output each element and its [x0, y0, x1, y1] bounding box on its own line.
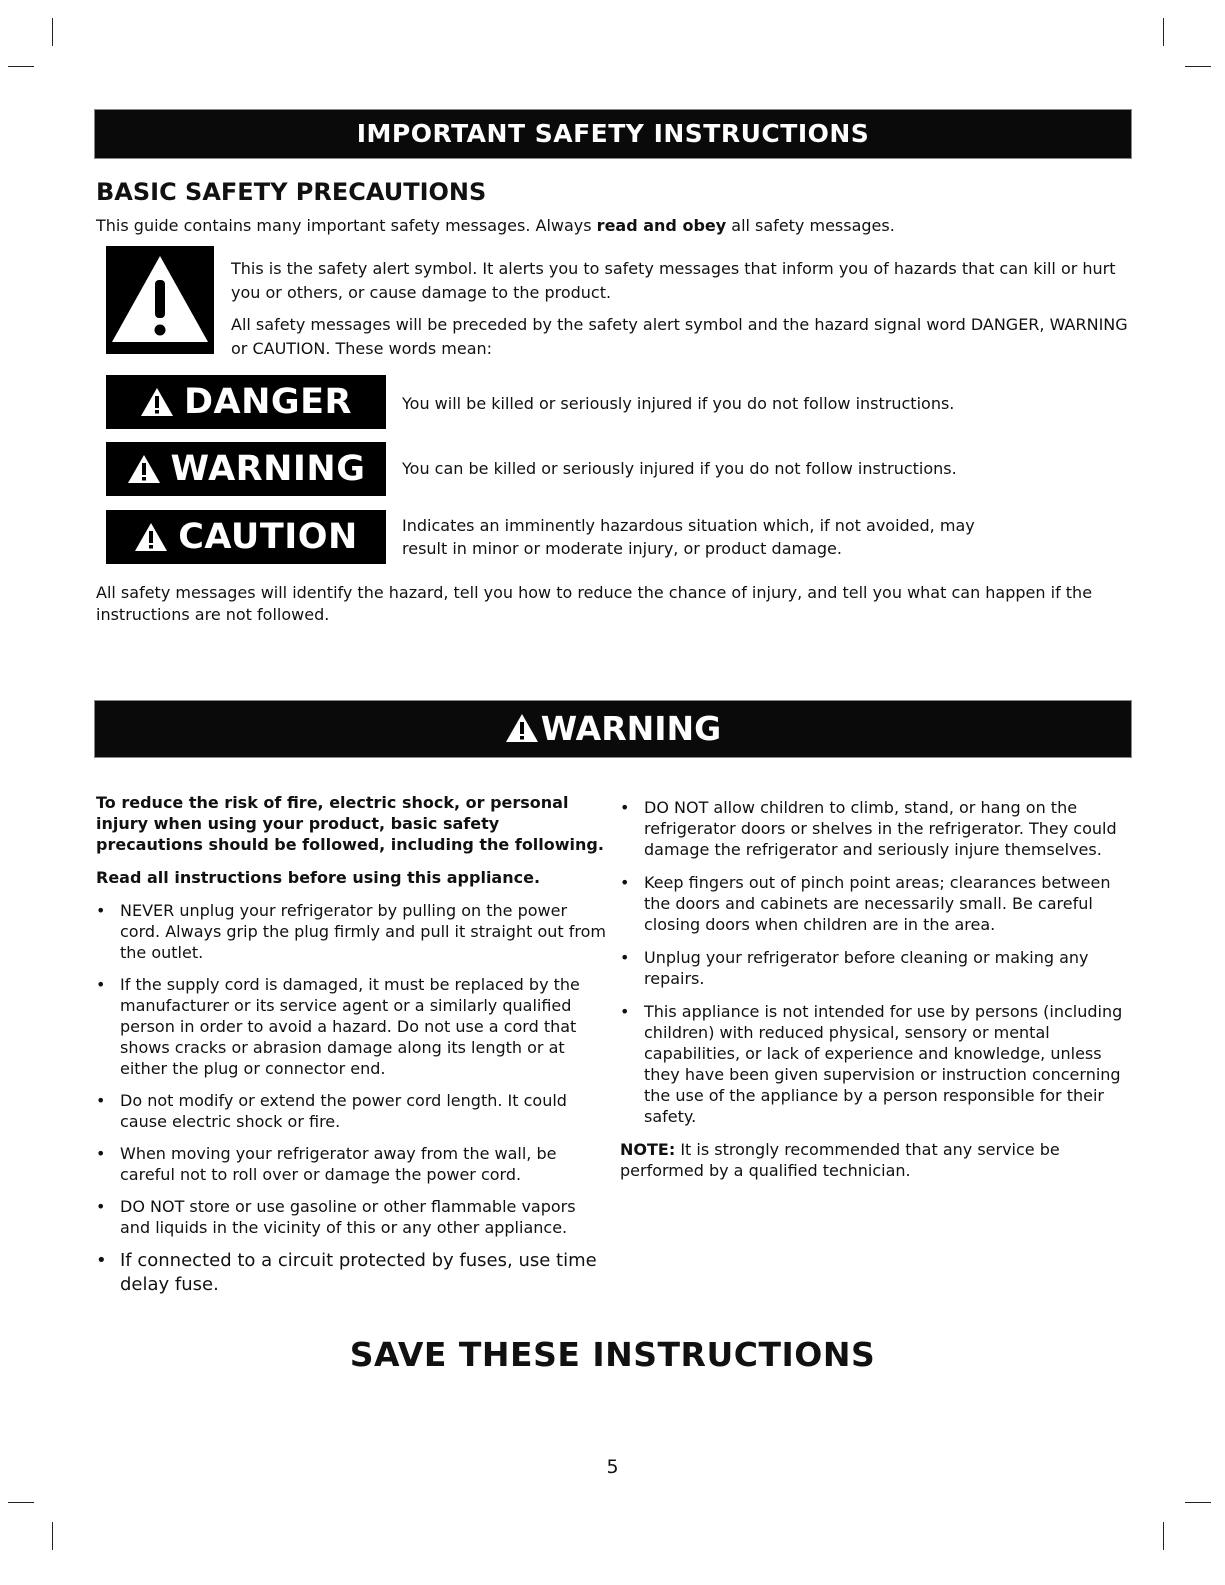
intro-text-bold: read and obey: [596, 216, 727, 235]
header-title: IMPORTANT SAFETY INSTRUCTIONS: [356, 119, 870, 148]
warning-right-column: [620, 797, 1140, 1181]
warning-left-column: [96, 792, 606, 1308]
alert-text: [231, 257, 1131, 361]
list-item: • This appliance is not intended for use by persons (including children) with reduced physical, sensory or mental capabilities, or lack of experience and knowledge, unless they have been given supervision or instruction concerning the use of the appliance by a person responsible for their safety.: [620, 1001, 1140, 1127]
warning-triangle-icon: [127, 454, 161, 484]
list-item: • If connected to a circuit protected by fuses, use time delay fuse.: [96, 1249, 606, 1297]
warning-triangle-icon: [505, 713, 539, 743]
signal-word: WARNING: [170, 449, 366, 489]
signal-danger-label: [106, 375, 386, 429]
right-bullet-list: [620, 797, 1140, 1127]
warning-lead: To reduce the risk of fire, electric shock, or personal injury when using your product, basic safety precautions should be followed, including the following.: [96, 793, 604, 854]
alert-text-1: This is the safety alert symbol. It alerts you to safety messages that inform you of hazards that can kill or hurt you or others, or cause damage to the product.: [231, 259, 1116, 302]
list-item: • DO NOT allow children to climb, stand, or hang on the refrigerator doors or shelves in the refrigerator. They could damage the refrigerator and seriously injure themselves.: [620, 797, 1140, 860]
crop-mark: [1185, 1502, 1211, 1503]
left-bullet-list: [96, 900, 606, 1297]
signal-word: DANGER: [183, 382, 353, 422]
intro-text: [96, 215, 895, 237]
crop-mark: [1163, 1522, 1164, 1550]
signal-description: You can be killed or seriously injured if you do not follow instructions.: [402, 459, 957, 478]
all-messages-text: All safety messages will identify the hazard, tell you how to reduce the chance of injury, and tell you what can happen if the instructions are not followed.: [96, 583, 1093, 624]
read-all-instructions: Read all instructions before using this appliance.: [96, 868, 541, 887]
alert-text-2: All safety messages will be preceded by the safety alert symbol and the hazard signal word DANGER, WARNING or CAUTION. These words mean:: [231, 315, 1128, 358]
signal-description: Indicates an imminently hazardous situation which, if not avoided, may result in minor or moderate injury, or product damage.: [402, 516, 975, 558]
crop-mark: [52, 18, 53, 46]
intro-text-pre: This guide contains many important safety messages. Always: [96, 216, 597, 235]
crop-mark: [1163, 18, 1164, 46]
crop-mark: [1185, 66, 1211, 67]
list-item: • When moving your refrigerator away from the wall, be careful not to roll over or damage the power cord.: [96, 1143, 606, 1185]
note-label: NOTE:: [620, 1140, 676, 1159]
intro-text-post: all safety messages.: [726, 216, 895, 235]
save-instructions-heading: SAVE THESE INSTRUCTIONS: [349, 1335, 876, 1374]
note: [620, 1139, 1140, 1181]
warning-triangle-icon: [106, 246, 214, 354]
list-item: • Unplug your refrigerator before cleaning or making any repairs.: [620, 947, 1140, 989]
signal-description: You will be killed or seriously injured if you do not follow instructions.: [402, 394, 955, 413]
crop-mark: [8, 66, 34, 67]
list-item: • NEVER unplug your refrigerator by pulling on the power cord. Always grip the plug firmly and pull it straight out from the outlet.: [96, 900, 606, 963]
warning-bar: [94, 700, 1132, 758]
warning-triangle-icon: [140, 387, 174, 417]
page-number: 5: [606, 1456, 619, 1478]
note-text: It is strongly recommended that any service be performed by a qualified technician.: [620, 1140, 1060, 1180]
safety-alert-symbol: [106, 246, 214, 354]
list-item: • Do not modify or extend the power cord length. It could cause electric shock or fire.: [96, 1090, 606, 1132]
header-bar: [94, 109, 1132, 159]
list-item: • If the supply cord is damaged, it must be replaced by the manufacturer or its service agent or a similarly qualified person in order to avoid a hazard. Do not use a cord that shows cracks or abrasion damage along its length or at either the plug or connector end.: [96, 974, 606, 1079]
signal-warning-label: [106, 442, 386, 496]
warning-triangle-icon: [134, 522, 168, 552]
signal-caution-label: [106, 510, 386, 564]
warning-title: WARNING: [540, 709, 722, 748]
section-heading: BASIC SAFETY PRECAUTIONS: [96, 178, 487, 206]
crop-mark: [52, 1522, 53, 1550]
list-item: • Keep fingers out of pinch point areas; clearances between the doors and cabinets are necessarily small. Be careful closing doors when children are in the area.: [620, 872, 1140, 935]
crop-mark: [8, 1502, 34, 1503]
signal-word: CAUTION: [178, 517, 358, 557]
list-item: • DO NOT store or use gasoline or other flammable vapors and liquids in the vicinity of this or any other appliance.: [96, 1196, 606, 1238]
